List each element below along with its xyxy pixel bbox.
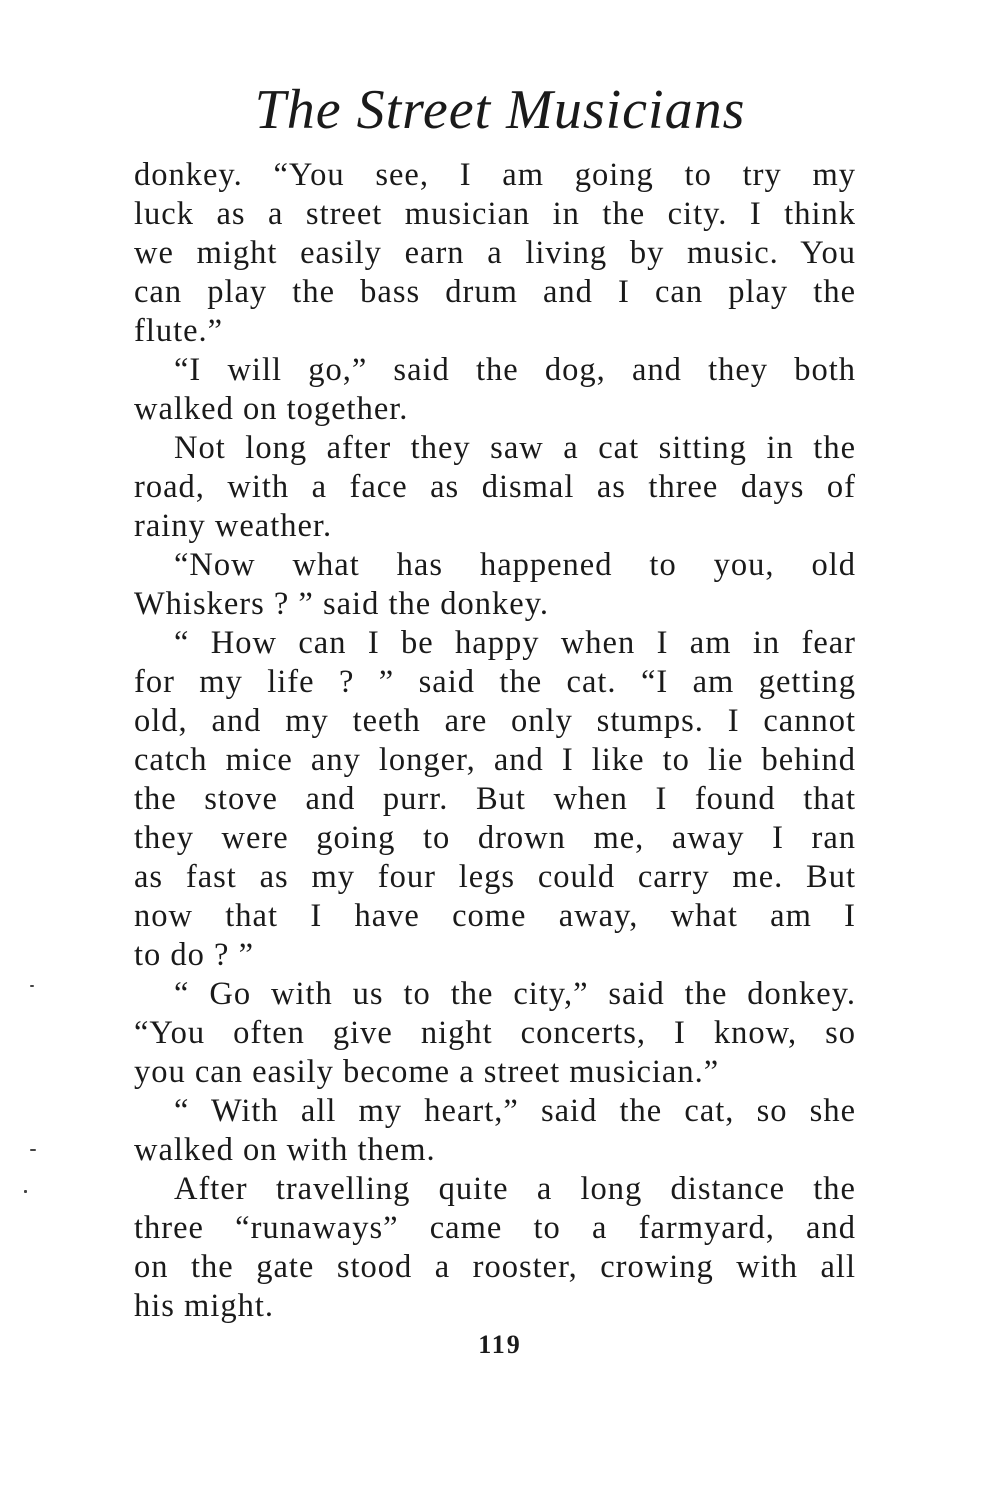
text-line: on the gate stood a rooster, crowing with all bbox=[134, 1249, 856, 1285]
body-text bbox=[134, 156, 856, 1326]
text-line: Whiskers ? ” said the donkey. bbox=[134, 586, 549, 622]
text-line: now that I have come away, what am I bbox=[134, 898, 856, 934]
text-line: walked on together. bbox=[134, 391, 409, 427]
margin-speck bbox=[30, 1149, 36, 1151]
text-line: catch mice any longer, and I like to lie behind bbox=[134, 742, 856, 778]
text-line: luck as a street musician in the city. I think bbox=[134, 196, 856, 232]
text-line: old, and my teeth are only stumps. I cannot bbox=[134, 703, 856, 739]
margin-speck bbox=[30, 985, 34, 987]
text-line: “ With all my heart,” said the cat, so she bbox=[174, 1093, 856, 1129]
text-line: road, with a face as dismal as three days of bbox=[134, 469, 856, 505]
running-title: The Street Musicians bbox=[254, 79, 746, 141]
text-line: to do ? ” bbox=[134, 937, 255, 973]
text-line: can play the bass drum and I can play the bbox=[134, 274, 856, 310]
text-line: rainy weather. bbox=[134, 508, 333, 544]
text-line: you can easily become a street musician.” bbox=[134, 1054, 720, 1090]
text-line: they were going to drown me, away I ran bbox=[134, 820, 856, 856]
text-line: “Now what has happened to you, old bbox=[174, 547, 856, 583]
text-line: three “runaways” came to a farmyard, and bbox=[134, 1210, 856, 1246]
text-line: “ How can I be happy when I am in fear bbox=[174, 625, 856, 661]
text-line: flute.” bbox=[134, 313, 224, 349]
text-line: his might. bbox=[134, 1288, 275, 1324]
text-line: “You often give night concerts, I know, so bbox=[134, 1015, 856, 1051]
text-line: Not long after they saw a cat sitting in the bbox=[174, 430, 856, 466]
text-line: for my life ? ” said the cat. “I am getting bbox=[134, 664, 856, 700]
margin-speck bbox=[24, 1190, 27, 1193]
text-line: “I will go,” said the dog, and they both bbox=[174, 352, 856, 388]
text-line: as fast as my four legs could carry me. But bbox=[134, 859, 856, 895]
text-line: donkey. “You see, I am going to try my bbox=[134, 157, 856, 193]
text-line: we might easily earn a living by music. You bbox=[134, 235, 856, 271]
text-line: “ Go with us to the city,” said the donkey. bbox=[174, 976, 856, 1012]
text-line: the stove and purr. But when I found that bbox=[134, 781, 856, 817]
text-line: After travelling quite a long distance the bbox=[174, 1171, 856, 1207]
text-line: walked on with them. bbox=[134, 1132, 436, 1168]
page-number: 119 bbox=[478, 1330, 522, 1359]
